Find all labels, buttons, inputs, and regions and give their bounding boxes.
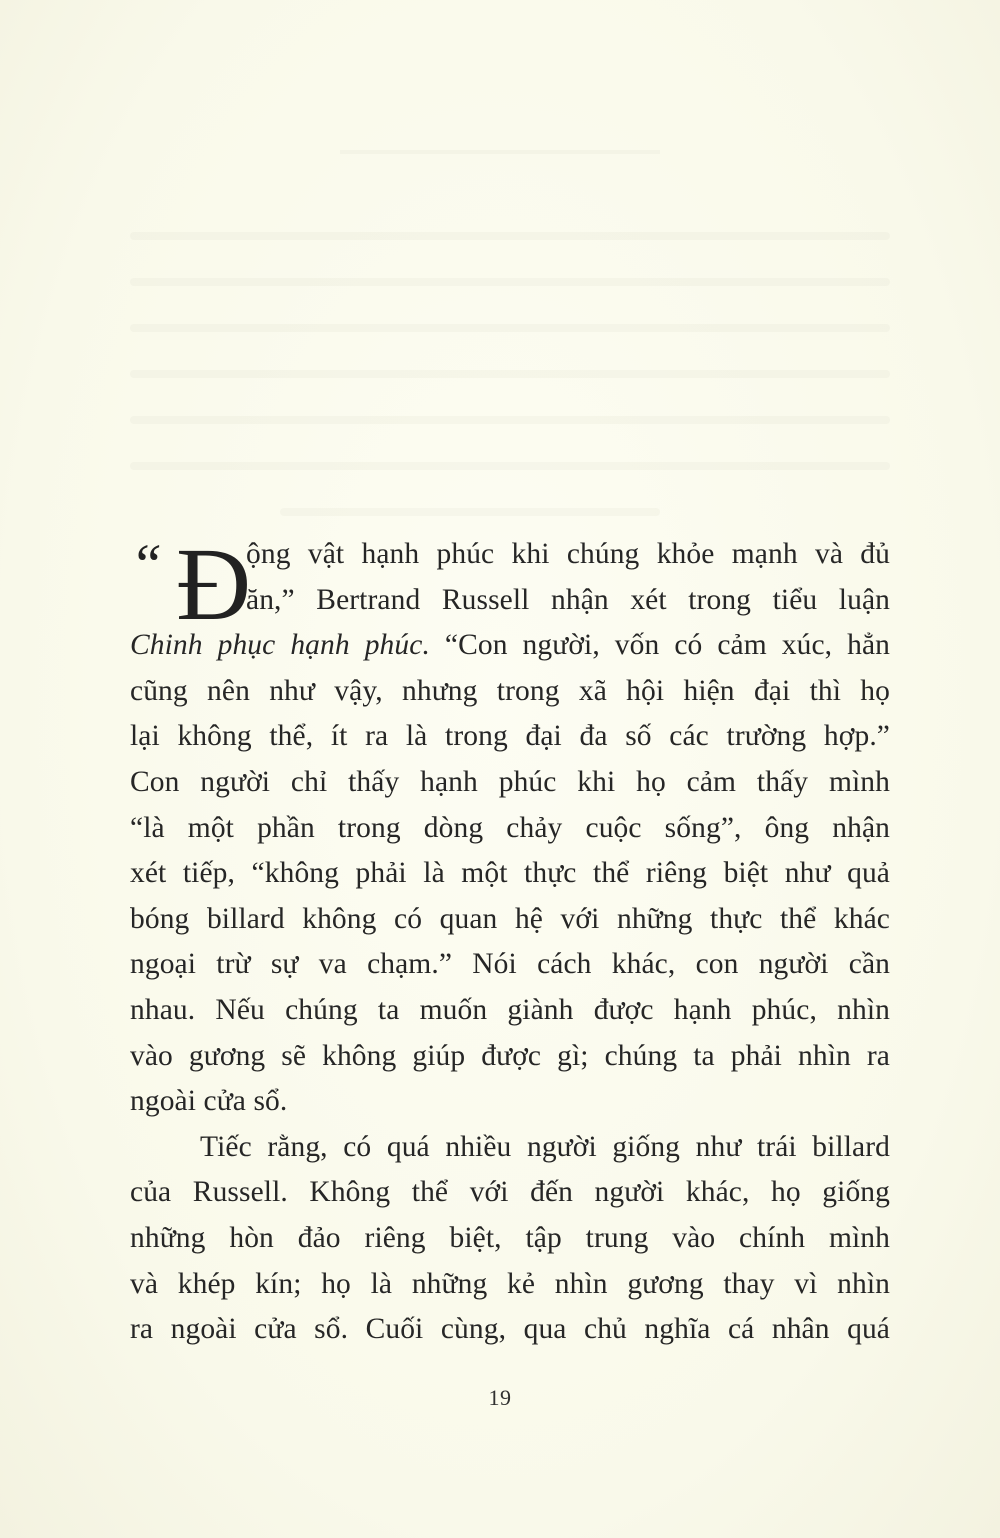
show-through-line [130,232,890,240]
show-through-line [130,370,890,378]
text-line: bóng billard không có quan hệ với những thực thể khác [130,902,890,935]
body-text [130,527,890,1353]
text-line: ngoài cửa sổ. [130,1085,288,1118]
show-through-line [130,462,890,470]
dropcap-letter: Đ [176,527,252,642]
text-line: của Russell. Không thể với đến người khác, họ giống [130,1176,890,1209]
text-line: và khép kín; họ là những kẻ nhìn gương thay vì nhìn [130,1267,890,1300]
text-line: ăn,” Bertrand Russell nhận xét trong tiểu luận [246,583,890,616]
text-line: ộng vật hạnh phúc khi chúng khỏe mạnh và đủ [246,538,890,570]
page-number: 19 [488,1385,512,1410]
book-title: Chinh phục hạnh phúc. [130,629,430,662]
text-line: xét tiếp, “không phải là một thực thể riêng biệt như quả [130,857,890,890]
text-line: nhau. Nếu chúng ta muốn giành được hạnh phúc, nhìn [130,993,890,1026]
paragraph-2 [130,1125,890,1353]
text-line: những hòn đảo riêng biệt, tập trung vào chính mình [130,1221,890,1254]
show-through-header [340,150,660,154]
show-through-line [130,324,890,332]
text-fragment: “Con người, vốn có cảm xúc, hẳn [429,629,890,662]
show-through-line [130,416,890,424]
text-line: Con người chỉ thấy hạnh phúc khi họ cảm thấy mình [130,765,890,798]
text-line: ra ngoài cửa sổ. Cuối cùng, qua chủ nghĩa cá nhân quá [130,1313,890,1346]
paragraph-1 [130,527,890,1125]
text-line: cũng nên như vậy, nhưng trong xã hội hiện đại thì họ [130,674,890,707]
text-line: “là một phần trong dòng chảy cuộc sống”, ông nhận [130,811,890,844]
dropcap-quote-mark: “ [130,532,163,597]
text-line: lại không thể, ít ra là trong đại đa số các trường hợp.” [130,720,890,753]
show-through-line [280,508,660,516]
text-line: ngoại trừ sự va chạm.” Nói cách khác, con người cần [130,948,890,981]
text-line: vào gương sẽ không giúp được gì; chúng ta phải nhìn ra [130,1039,890,1072]
show-through-line [130,278,890,286]
text-line: Tiếc rằng, có quá nhiều người giống như trái billard [200,1130,890,1163]
